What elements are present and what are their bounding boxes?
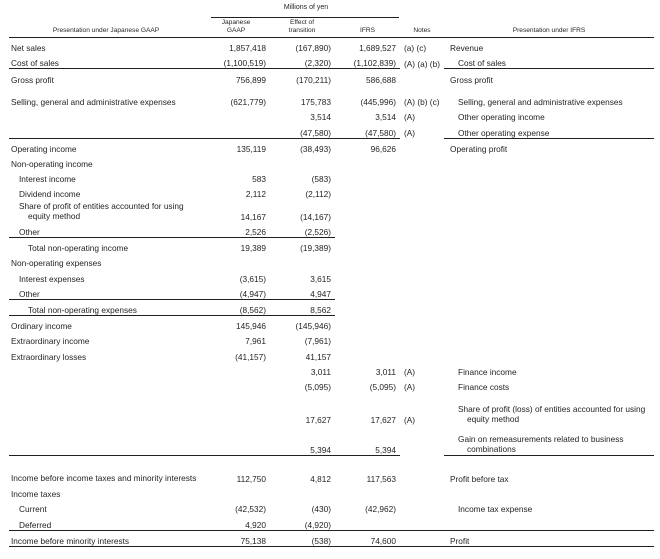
jgaap-label: Non-operating expenses — [11, 258, 102, 269]
jgaap-label: Cost of sales — [11, 58, 59, 69]
ifrs-value — [335, 514, 400, 530]
table-row — [9, 346, 654, 361]
ifrs-value: 5,394 — [375, 444, 396, 455]
ifrs-label — [444, 238, 654, 254]
jgaap-value — [203, 392, 269, 425]
transition-value: (538) — [269, 530, 335, 546]
jgaap-value: (8,562) — [203, 299, 269, 315]
transition-value: 4,947 — [310, 288, 331, 299]
transition-value: (167,890) — [295, 43, 331, 54]
ifrs-value — [335, 331, 400, 346]
transition-value: (38,493) — [269, 138, 335, 154]
transition-value: (2,526) — [304, 227, 331, 238]
jgaap-value — [203, 122, 269, 138]
jgaap-label: Income taxes — [11, 489, 61, 500]
jgaap-label — [9, 425, 203, 456]
ifrs-label — [444, 346, 654, 361]
table-row — [9, 362, 654, 377]
jgaap-label — [9, 122, 203, 138]
jgaap-value — [203, 425, 269, 456]
ifrs-label: Gross profit — [444, 69, 654, 85]
jgaap-label: Interest income — [19, 174, 76, 185]
jgaap-label: Extraordinary losses — [11, 351, 87, 362]
transition-value: 4,812 — [269, 455, 335, 484]
notes — [400, 346, 444, 361]
table-row — [9, 377, 654, 392]
notes: (A) — [404, 128, 416, 139]
ifrs-label: Other operating expense — [458, 127, 550, 138]
ifrs-label — [444, 222, 654, 238]
transition-value: (7,961) — [304, 336, 331, 347]
jgaap-value: 2,526 — [245, 227, 266, 238]
notes — [400, 331, 444, 346]
table-row — [9, 530, 654, 546]
transition-value: (5,095) — [304, 381, 331, 392]
ifrs-value — [335, 238, 400, 254]
jgaap-label: Selling, general and administrative expenses — [11, 96, 176, 107]
notes — [400, 138, 444, 154]
ifrs-value: 3,514 — [375, 112, 396, 123]
ifrs-value — [335, 484, 400, 499]
notes: (A) — [404, 414, 416, 425]
table-row — [9, 138, 654, 154]
table-row — [9, 268, 654, 283]
jgaap-label: Total non-operating expenses — [9, 299, 203, 315]
jgaap-label: Deferred — [19, 519, 52, 530]
jgaap-value — [203, 154, 269, 169]
notes — [400, 316, 444, 332]
notes — [400, 253, 444, 268]
jgaap-label: Total non-operating income — [9, 238, 203, 254]
jgaap-label: Share of profit of entities accounted for using equity method — [19, 200, 184, 222]
jgaap-value: 4,920 — [245, 519, 266, 530]
transition-value: 8,562 — [269, 299, 335, 315]
jgaap-value: 19,389 — [203, 238, 269, 254]
jgaap-value: 145,946 — [203, 316, 269, 332]
units-divider — [211, 17, 399, 18]
notes: (A) — [404, 366, 416, 377]
transition-value: 41,157 — [305, 351, 331, 362]
ifrs-value — [335, 346, 400, 361]
transition-value: (583) — [311, 174, 331, 185]
transition-value: (170,211) — [269, 69, 335, 85]
jgaap-value — [203, 377, 269, 392]
ifrs-label: Income tax expense — [458, 504, 533, 515]
ifrs-label — [444, 316, 654, 332]
transition-value — [269, 253, 335, 268]
header-notes: Notes — [400, 19, 444, 38]
jgaap-value: (4,947) — [239, 288, 266, 299]
jgaap-value: 1,857,418 — [229, 43, 266, 54]
jgaap-label: Operating income — [9, 138, 203, 154]
reconciliation-table — [9, 19, 654, 547]
ifrs-label — [444, 284, 654, 300]
jgaap-value: 756,899 — [203, 69, 269, 85]
table-row — [9, 425, 654, 456]
notes — [400, 268, 444, 283]
transition-value: (430) — [311, 504, 331, 515]
header-jgaap-value: Japanese GAAP — [203, 19, 269, 38]
ifrs-value — [335, 268, 400, 283]
notes — [400, 199, 444, 222]
ifrs-label: Profit before tax — [444, 455, 654, 484]
transition-value: 5,394 — [310, 444, 331, 455]
jgaap-label: Non-operating income — [11, 158, 93, 169]
table-row — [9, 238, 654, 254]
notes: (A) (b) (c) — [404, 97, 440, 108]
transition-value: (4,920) — [304, 519, 331, 530]
notes — [400, 530, 444, 546]
jgaap-label: Gross profit — [9, 69, 203, 85]
units-caption: Millions of yen — [283, 4, 329, 11]
table-row — [9, 184, 654, 199]
ifrs-value — [335, 184, 400, 199]
ifrs-value — [335, 199, 400, 222]
jgaap-label: Extraordinary income — [11, 336, 90, 347]
table-row — [9, 122, 654, 138]
table-row — [9, 199, 654, 222]
jgaap-label: Other — [19, 288, 40, 299]
ifrs-value — [335, 253, 400, 268]
ifrs-value: 586,688 — [335, 69, 400, 85]
ifrs-label: Finance income — [458, 366, 517, 377]
ifrs-label — [444, 169, 654, 184]
notes — [400, 222, 444, 238]
transition-value: 3,514 — [310, 112, 331, 123]
table-row — [9, 253, 654, 268]
notes: (a) (c) — [404, 43, 427, 54]
ifrs-label: Operating profit — [444, 138, 654, 154]
notes: (A) (a) (b) — [404, 58, 440, 69]
ifrs-label: Other operating income — [458, 112, 545, 123]
ifrs-value: 17,627 — [370, 414, 396, 425]
jgaap-value: (621,779) — [230, 97, 266, 108]
jgaap-label: Income before income taxes and minority interests — [9, 455, 203, 484]
jgaap-label — [9, 377, 203, 392]
ifrs-value: (445,996) — [360, 97, 396, 108]
jgaap-label — [9, 107, 203, 122]
ifrs-label — [444, 199, 654, 222]
notes — [400, 284, 444, 300]
notes — [400, 484, 444, 499]
ifrs-value — [335, 299, 400, 315]
transition-value: 3,615 — [310, 273, 331, 284]
header-row — [9, 19, 654, 38]
table-row — [9, 69, 654, 85]
ifrs-value: (1,102,839) — [353, 58, 396, 69]
ifrs-value — [335, 154, 400, 169]
table-row — [9, 514, 654, 530]
table-row — [9, 316, 654, 332]
notes — [400, 455, 444, 484]
notes — [400, 169, 444, 184]
ifrs-value — [335, 169, 400, 184]
jgaap-value: 135,119 — [203, 138, 269, 154]
header-ifrs-value: IFRS — [335, 19, 400, 38]
notes — [400, 425, 444, 456]
transition-value: 175,783 — [301, 97, 331, 108]
ifrs-label: Profit — [444, 530, 654, 546]
jgaap-value: 112,750 — [203, 455, 269, 484]
transition-value: 17,627 — [305, 414, 331, 425]
jgaap-value: 14,167 — [240, 211, 266, 222]
ifrs-value: 117,563 — [335, 455, 400, 484]
table-row — [9, 107, 654, 122]
jgaap-value: 7,961 — [245, 336, 266, 347]
jgaap-value: 583 — [252, 174, 266, 185]
ifrs-value: (42,962) — [365, 504, 396, 515]
ifrs-label — [444, 154, 654, 169]
notes — [400, 238, 444, 254]
jgaap-label: Income before minority interests — [9, 530, 203, 546]
ifrs-value: 1,689,527 — [359, 43, 396, 54]
ifrs-value — [335, 222, 400, 238]
jgaap-value — [203, 484, 269, 499]
table-row — [9, 85, 654, 108]
ifrs-label: Cost of sales — [458, 58, 506, 69]
jgaap-label: Current — [19, 504, 47, 515]
jgaap-label: Dividend income — [19, 189, 81, 200]
jgaap-value: (1,100,519) — [223, 58, 266, 69]
ifrs-label: Revenue — [450, 43, 484, 54]
header-transition: Effect of transition — [269, 19, 335, 38]
table-row — [9, 38, 654, 54]
table-row — [9, 331, 654, 346]
transition-value: (2,112) — [305, 189, 331, 200]
ifrs-label — [444, 253, 654, 268]
table-row — [9, 455, 654, 484]
notes — [400, 69, 444, 85]
notes — [400, 514, 444, 530]
jgaap-value: (41,157) — [235, 351, 266, 362]
transition-value — [269, 154, 335, 169]
table-row — [9, 154, 654, 169]
transition-value: (19,389) — [269, 238, 335, 254]
notes — [400, 154, 444, 169]
ifrs-label — [444, 484, 654, 499]
ifrs-value: 74,600 — [335, 530, 400, 546]
jgaap-value: (3,615) — [239, 273, 266, 284]
jgaap-value: 2,112 — [245, 189, 266, 200]
notes — [400, 299, 444, 315]
ifrs-value: 96,626 — [335, 138, 400, 154]
jgaap-value — [203, 362, 269, 377]
ifrs-label: Finance costs — [458, 381, 510, 392]
ifrs-label — [444, 184, 654, 199]
ifrs-value — [335, 284, 400, 300]
transition-value: (47,580) — [300, 127, 331, 138]
table-row — [9, 299, 654, 315]
transition-value: (145,946) — [269, 316, 335, 332]
table-row — [9, 169, 654, 184]
ifrs-label: Selling, general and administrative expenses — [458, 96, 623, 107]
table-row — [9, 53, 654, 69]
jgaap-label — [9, 362, 203, 377]
jgaap-value: (42,532) — [235, 504, 266, 515]
jgaap-value — [203, 253, 269, 268]
jgaap-label: Ordinary income — [9, 316, 203, 332]
table-row — [9, 392, 654, 425]
ifrs-value: 3,011 — [375, 366, 396, 377]
transition-value: (2,320) — [304, 58, 331, 69]
table-row — [9, 284, 654, 300]
jgaap-value — [203, 107, 269, 122]
header-jgaap-label: Presentation under Japanese GAAP — [9, 19, 203, 38]
table-row — [9, 484, 654, 499]
ifrs-value: (5,095) — [369, 381, 396, 392]
ifrs-label — [444, 514, 654, 530]
ifrs-label — [444, 331, 654, 346]
ifrs-label — [444, 268, 654, 283]
header-ifrs-label: Presentation under IFRS — [444, 19, 654, 38]
ifrs-label — [444, 299, 654, 315]
ifrs-value: (47,580) — [365, 127, 396, 138]
jgaap-label: Other — [19, 227, 40, 238]
jgaap-label: Interest expenses — [19, 273, 85, 284]
notes: (A) — [404, 112, 416, 123]
table-row — [9, 499, 654, 514]
transition-value: 3,011 — [310, 366, 331, 377]
notes — [400, 499, 444, 514]
transition-value: (14,167) — [300, 211, 331, 222]
jgaap-label: Net sales — [11, 43, 46, 54]
ifrs-label: Gain on remeasurements related to business combinations — [458, 433, 624, 455]
notes — [400, 184, 444, 199]
notes: (A) — [404, 381, 416, 392]
jgaap-label — [9, 392, 203, 425]
table-row — [9, 222, 654, 238]
ifrs-label: Share of profit (loss) of entities accounted for using equity method — [458, 403, 646, 425]
jgaap-value: 75,138 — [203, 530, 269, 546]
transition-value — [269, 484, 335, 499]
ifrs-value — [335, 316, 400, 332]
